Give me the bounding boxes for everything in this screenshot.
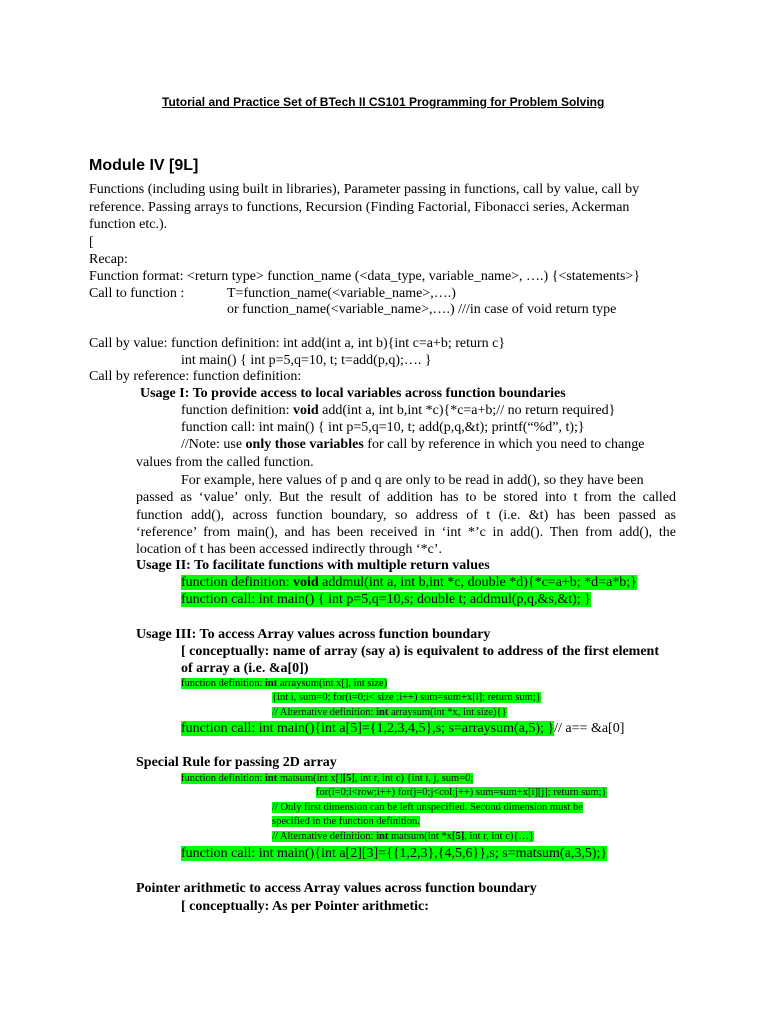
call-to-function-label: Call to function :: [89, 286, 185, 301]
special-rule-loop: for(i=0;i<row;i++) for(j=0;j<col;j++) sum=sum+x[i][j]; return sum;}: [316, 787, 607, 798]
usage-1-para-5: location of t has been accessed indirectly through ‘*c’.: [136, 542, 442, 557]
usage-1-para-2: passed as ‘value’ only. But the result of addition has to be stored into t from the called: [136, 490, 676, 505]
usage-1-para-3: function add(), across function boundary, so address of t (i.e. &t) has been passed as: [136, 508, 676, 523]
usage-1-note: //Note: use only those variables for call by reference in which you need to change: [181, 437, 645, 452]
usage-1-para-4: ‘reference’ from main(), and has been received in ‘int *’c in add(). Then from add(), the: [136, 525, 676, 540]
call-by-reference-label: Call by reference: function definition:: [89, 369, 302, 384]
special-rule-note-1: // Only first dimension can be left unspecified. Second dimension must be: [272, 802, 583, 813]
function-format: Function format: <return type> function_name (<data_type, variable_name>, ….) {<statements>}: [89, 269, 641, 284]
usage-3-call: function call: int main(){int a[5]={1,2,3,4,5},s; s=arraysum(a,5); }// a== &a[0]: [181, 721, 625, 736]
special-rule-definition: function definition: int matsum(int x[][5], int r, int c) {int i, j, sum=0;: [181, 773, 474, 784]
doc-title: Tutorial and Practice Set of BTech II CS101 Programming for Problem Solving: [162, 95, 605, 109]
usage-3-alternative: // Alternative definition: int arraysum(int *x, int size){}: [272, 707, 507, 718]
usage-3-heading: Usage III: To access Array values across function boundary: [136, 627, 491, 642]
open-bracket: [: [89, 235, 94, 250]
special-rule-alternative: // Alternative definition: int matsum(int *x[5], int r, int c){…}: [272, 831, 534, 842]
recap-label: Recap:: [89, 252, 128, 267]
module-heading: Module IV [9L]: [89, 157, 199, 174]
usage-2-heading: Usage II: To facilitate functions with multiple return values: [136, 558, 490, 573]
call-to-function-2: or function_name(<variable_name>,….) ///in case of void return type: [227, 302, 617, 317]
call-by-value-def: Call by value: function definition: int add(int a, int b){int c=a+b; return c}: [89, 336, 506, 351]
usage-3-concept-2: of array a (i.e. &a[0]): [181, 661, 309, 676]
special-rule-call: function call: int main(){int a[2][3]={{1,2,3},{4,5,6}},s; s=matsum(a,3,5);}: [181, 846, 608, 861]
usage-2-definition: function definition: void addmul(int a, int b,int *c, double *d){*c=a+b; *d=a*b;}: [181, 575, 637, 590]
usage-1-heading: Usage I: To provide access to local variables across function boundaries: [140, 386, 566, 401]
pointer-arith-heading: Pointer arithmetic to access Array values across function boundary: [136, 881, 537, 896]
usage-3-concept-1: [ conceptually: name of array (say a) is equivalent to address of the first element: [181, 644, 660, 659]
pointer-arith-concept: [ conceptually: As per Pointer arithmetic:: [181, 899, 429, 914]
usage-1-definition: function definition: void add(int a, int b,int *c){*c=a+b;// no return required}: [181, 403, 616, 418]
usage-1-para-1: For example, here values of p and q are only to be read in add(), so they have been: [181, 473, 644, 488]
special-rule-heading: Special Rule for passing 2D array: [136, 755, 337, 770]
usage-1-call: function call: int main() { int p=5,q=10, t; add(p,q,&t); printf(“%d”, t);}: [181, 420, 585, 435]
special-rule-note-2: specified in the function definition.: [272, 816, 420, 827]
syllabus-line-1: Functions (including using built in libraries), Parameter passing in functions, call by value, call by: [89, 182, 640, 197]
usage-2-call: function call: int main() { int p=5,q=10,s; double t; addmul(p,q,&s,&t); }: [181, 592, 591, 607]
syllabus-line-2: reference. Passing arrays to functions, Recursion (Finding Factorial, Fibonacci series, Ackerman: [89, 200, 630, 215]
usage-3-definition: function definition: int arraysum(int x[], int size): [181, 678, 388, 689]
call-to-function-1: T=function_name(<variable_name>,….): [227, 286, 456, 301]
usage-3-body: {int i, sum=0; for(i=0;i< size ;i++) sum=sum+x[i]; return sum;}: [272, 692, 541, 703]
syllabus-line-3: function etc.).: [89, 217, 168, 232]
call-by-value-main: int main() { int p=5,q=10, t; t=add(p,q);…. }: [181, 353, 432, 368]
usage-1-note-cont: values from the called function.: [136, 455, 314, 470]
